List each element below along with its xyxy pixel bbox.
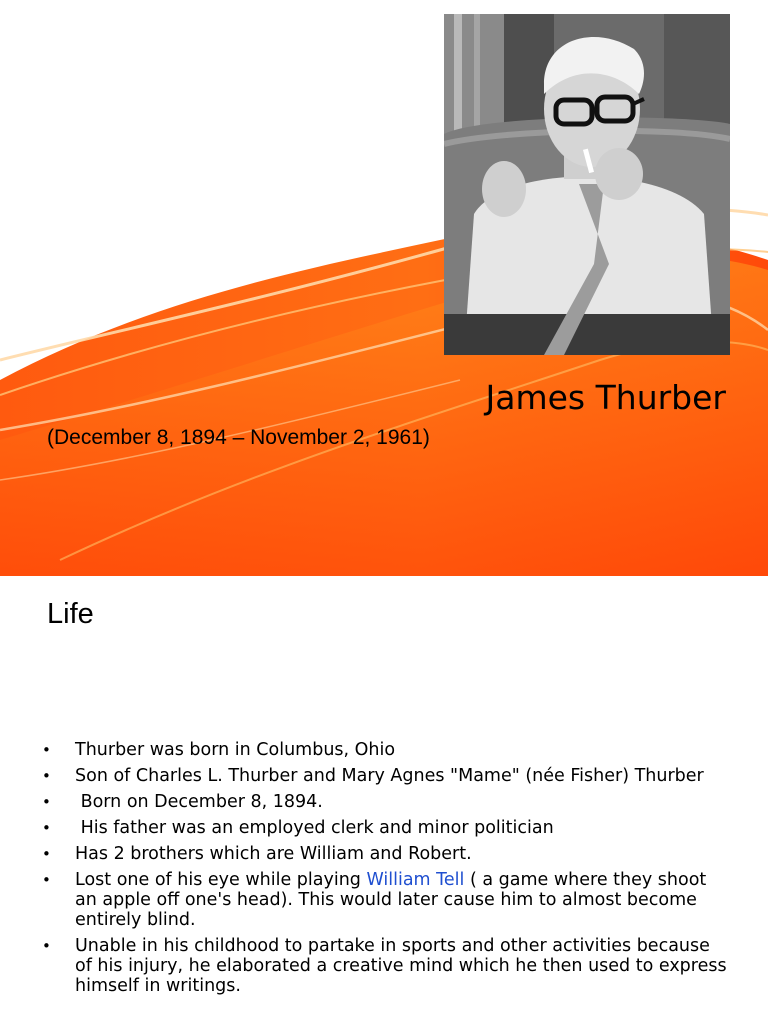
slide-title: James Thurber xyxy=(485,378,726,417)
list-item xyxy=(42,844,732,864)
list-item xyxy=(42,766,732,786)
bullet-text: Has 2 brothers which are William and Robert. xyxy=(75,844,472,864)
life-slide xyxy=(0,576,768,1024)
bullet-text: His father was an employed clerk and minor politician xyxy=(75,818,554,838)
bullet-text: Born on December 8, 1894. xyxy=(75,792,323,812)
bullet-list xyxy=(42,740,732,1002)
william-tell-link[interactable]: William Tell xyxy=(366,870,465,890)
slide-heading: Life xyxy=(47,598,94,630)
bullet-text-after: ( a game where they shoot an apple off one's head). This would later cause him to almost become entirely blind. xyxy=(75,870,707,930)
portrait-photo xyxy=(444,14,730,355)
list-item xyxy=(42,740,732,760)
bullet-text: Thurber was born in Columbus, Ohio xyxy=(75,740,396,760)
bullet-text: Unable in his childhood to partake in sports and other activities because of his injury, he elaborated a creative mind which he then used to express himself in writings. xyxy=(75,936,727,996)
portrait-illustration xyxy=(444,14,730,355)
slide-subtitle-dates: (December 8, 1894 – November 2, 1961) xyxy=(47,426,430,449)
list-item xyxy=(42,792,732,812)
bullet-text-before: Lost one of his eye while playing xyxy=(75,870,367,890)
list-item xyxy=(42,870,732,930)
bullet-text: Son of Charles L. Thurber and Mary Agnes "Mame" (née Fisher) Thurber xyxy=(75,766,704,786)
list-item xyxy=(42,936,732,996)
list-item xyxy=(42,818,732,838)
